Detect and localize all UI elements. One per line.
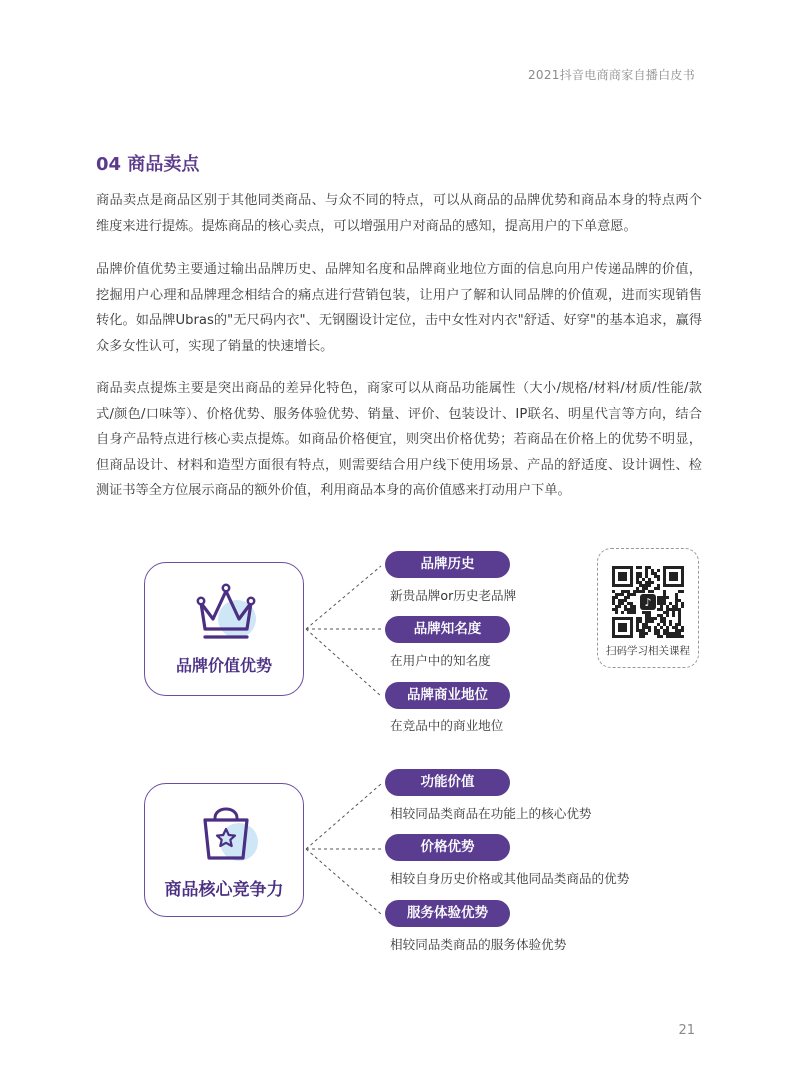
page-number: 21 bbox=[678, 1023, 695, 1038]
desc-brand-awareness: 在用户中的知名度 bbox=[390, 653, 491, 668]
svg-text:♪: ♪ bbox=[644, 596, 652, 609]
qr-code-image[interactable] bbox=[612, 566, 684, 638]
desc-brand-commercial-status: 在竞品中的商业地位 bbox=[390, 718, 504, 733]
pill-functional-value: 功能价值 bbox=[385, 769, 510, 796]
desc-brand-history: 新贵品牌or历史老品牌 bbox=[390, 588, 517, 603]
connector-line bbox=[306, 566, 381, 629]
desc-service-experience: 相较同品类商品的服务体验优势 bbox=[390, 937, 567, 952]
pill-brand-commercial-status: 品牌商业地位 bbox=[385, 682, 510, 709]
product-competitiveness-card bbox=[144, 783, 304, 917]
pill-brand-awareness: 品牌知名度 bbox=[385, 616, 510, 643]
crown-icon bbox=[193, 577, 259, 647]
paragraph-product-selling-points: 商品卖点提炼主要是突出商品的差异化特色，商家可以从商品功能属性（大小/规格/材料/材质/性能/款式/颜色/口味等）、价格优势、服务体验优势、销量、评价、包装设计、IP联名、明星代言等方向，结合自身产品特点进行核心卖点提炼。如商品价格便宜，则突出价格优势；若商品在价格上的优势不明显，但商品设计、材料和造型方面很有特点，则需要结合用户线下使用场景、产品的舒适度、设计调性、检测证书等全方位展示商品的额外价值，利用商品本身的高价值感来打动用户下单。 bbox=[96, 381, 702, 498]
pill-brand-history: 品牌历史 bbox=[385, 551, 510, 578]
connector-line bbox=[306, 629, 381, 696]
pill-price-advantage: 价格优势 bbox=[385, 834, 510, 861]
brand-value-card-title: 品牌价值优势 bbox=[175, 656, 272, 675]
desc-functional-value: 相较同品类商品在功能上的核心优势 bbox=[390, 806, 592, 821]
product-competitiveness-card-title: 商品核心竞争力 bbox=[164, 880, 284, 900]
connector-line bbox=[306, 849, 381, 914]
qr-code-box[interactable] bbox=[597, 548, 699, 668]
qr-caption: 扫码学习相关课程 bbox=[606, 645, 690, 657]
desc-price-advantage: 相较自身历史价格或其他同品类商品的优势 bbox=[390, 871, 630, 886]
section-title: 04 商品卖点 bbox=[96, 154, 200, 175]
shopping-bag-icon bbox=[193, 798, 259, 868]
paragraph-intro: 商品卖点是商品区别于其他同类商品、与众不同的特点，可以从商品的品牌优势和商品本身的特点两个维度来进行提炼。提炼商品的核心卖点，可以增强用户对商品的感知，提高用户的下单意愿。 bbox=[96, 193, 702, 234]
document-header-title: 2021抖音电商商家自播白皮书 bbox=[527, 68, 695, 82]
connector-line bbox=[306, 784, 381, 849]
pill-service-experience: 服务体验优势 bbox=[385, 900, 510, 927]
paragraph-brand-value: 品牌价值优势主要通过输出品牌历史、品牌知名度和品牌商业地位方面的信息向用户传递品牌的价值，挖掘用户心理和品牌理念相结合的痛点进行营销包装，让用户了解和认同品牌的价值观，进而实现销售转化。如品牌Ubras的"无尺码内衣"、无钢圈设计定位，击中女性对内衣"舒适、好穿"的基本追求，赢得众多女性认可，实现了销量的快速增长。 bbox=[96, 262, 702, 354]
brand-value-card bbox=[144, 562, 304, 696]
